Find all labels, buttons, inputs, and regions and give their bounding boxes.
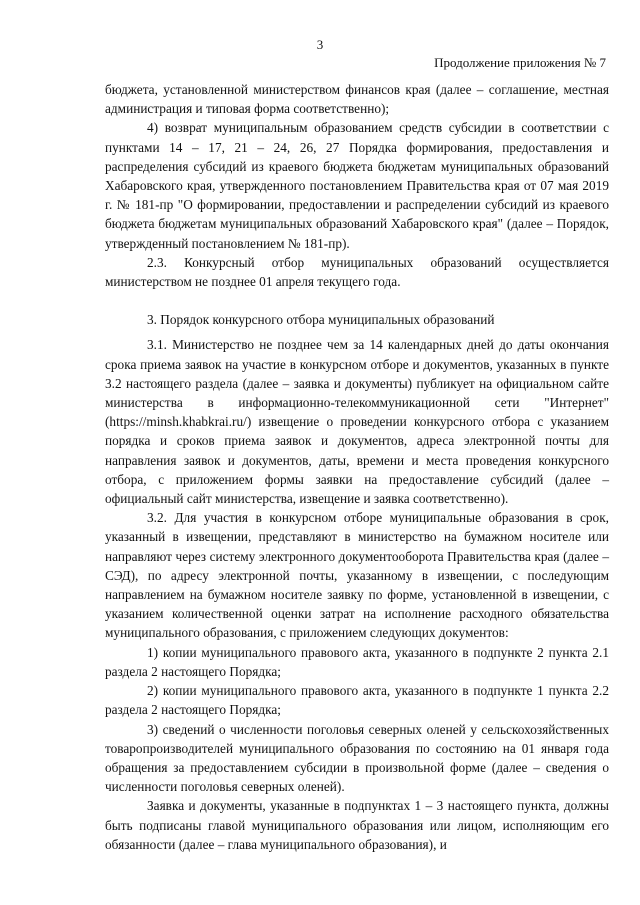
paragraph-2-3: 2.3. Конкурсный отбор муниципальных образований осуществляется министерством не позднее 01 апреля текущего года. — [105, 254, 609, 290]
paragraph-budget-continuation: бюджета, установленной министерством финансов края (далее – соглашение, местная администрация и типовая форма соответственно); — [105, 82, 609, 117]
document-body — [105, 80, 609, 854]
list-item-1: 1) копии муниципального правового акта, указанного в подпункте 2 пункта 2.1 раздела 2 настоящего Порядка; — [105, 644, 609, 679]
paragraph-3-1: 3.1. Министерство не позднее чем за 14 календарных дней до даты окончания срока приема заявок на участие в конкурсном отборе и документов, указанных в пункте 3.2 настоящего раздела (далее – заявка и документы) публикует на официальном сайте министерства в информационно-телекоммуникационной сети "Интернет" (https://minsh.khabkrai.ru/) извещение о проведении конкурсного отбора с указанием порядка и сроков приема заявок и документов, адреса электронной почты для направления заявок и документов, даты, времени и места проведения конкурсного отбора, с приложением формы заявки на предоставление субсидий (далее – официальный сайт министерства, извещение и заявка соответственно). — [105, 337, 609, 507]
paragraph-signature-requirement: Заявка и документы, указанные в подпунктах 1 – 3 настоящего пункта, должны быть подписаны главой муниципального образования или лицом, исполняющим его обязанности (далее – глава муниципального образования), и — [105, 798, 609, 852]
paragraph-3-2: 3.2. Для участия в конкурсном отборе муниципальные образования в срок, указанный в извещении, представляют в министерство на бумажном носителе или направляют через систему электронного документооборота Правительства края (далее – СЭД), по адресу электронной почты, указанному в извещении, с последующим направлением на бумажном носителе заявку по форме, установленной в извещении, с указанием количественной оценки затрат на исполнение расходного обязательства муниципального образования, с приложением следующих документов: — [105, 510, 609, 641]
page-number: 3 — [316, 37, 324, 52]
appendix-continuation-note: Продолжение приложения № 7 — [434, 55, 606, 70]
list-item-2: 2) копии муниципального правового акта, указанного в подпункте 1 пункта 2.2 раздела 2 настоящего Порядка; — [105, 683, 609, 718]
section-heading-3: 3. Порядок конкурсного отбора муниципальных образований — [147, 312, 495, 328]
list-item-3: 3) сведений о численности поголовья северных оленей у сельскохозяйственных товаропроизводителей муниципального образования по состоянию на 01 января года обращения за предоставлением субсидии в произвольной форме (далее – сведения о численности поголовья северных оленей). — [105, 721, 609, 795]
paragraph-subsidy-return: 4) возврат муниципальным образованием средств субсидии в соответствии с пунктами 14 – 17, 21 – 24, 26, 27 Порядка формирования, предоставления и распределения субсидий из краевого бюджета бюджетам муниципальных образований Хабаровского края, утвержденного постановлением Правительства края от 07 мая 2019 г. № 181-пр "О формировании, предоставлении и распределении субсидий из краевого бюджета бюджетам муниципальных образований Хабаровского края" (далее – Порядок, утвержденный постановлением № 181-пр). — [105, 120, 609, 251]
